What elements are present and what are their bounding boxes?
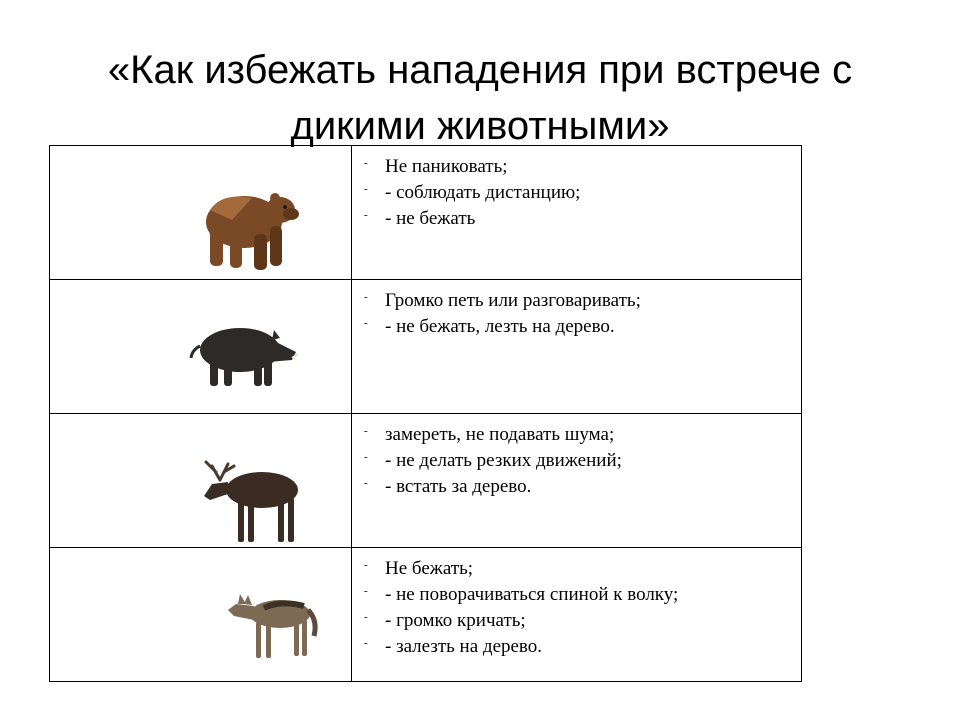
animal-cell [50, 548, 352, 682]
list-item: - Не паниковать; [352, 154, 801, 180]
moose-icon [198, 454, 308, 549]
table-row [50, 146, 802, 280]
animal-cell [50, 280, 352, 414]
list-item: - - не бежать, лезть на дерево. [352, 314, 801, 340]
animal-cell [50, 414, 352, 548]
boar-icon [188, 316, 303, 391]
tips-cell [352, 280, 802, 414]
list-item: - - не поворачиваться спиной к волку; [352, 582, 801, 608]
list-item: - Громко петь или разговаривать; [352, 288, 801, 314]
table-row [50, 280, 802, 414]
list-item: - - встать за дерево. [352, 474, 801, 500]
list-item: - - залезть на дерево. [352, 634, 801, 660]
tips-table [49, 145, 802, 682]
animal-cell [50, 146, 352, 280]
bear-icon [192, 180, 302, 275]
list-item: - - не бежать [352, 206, 801, 232]
tips-cell [352, 414, 802, 548]
list-item: - - соблюдать дистанцию; [352, 180, 801, 206]
list-item: - Не бежать; [352, 556, 801, 582]
tips-list [352, 414, 801, 500]
list-item: - - не делать резких движений; [352, 448, 801, 474]
tips-list [352, 280, 801, 340]
page-title [0, 42, 960, 154]
tips-cell [352, 548, 802, 682]
tips-list [352, 548, 801, 660]
page-title-line-1: «Как избежать нападения при встрече с [107, 48, 853, 92]
tips-cell [352, 146, 802, 280]
wolf-icon [224, 586, 324, 666]
tips-list [352, 146, 801, 232]
table-row [50, 548, 802, 682]
list-item: - - громко кричать; [352, 608, 801, 634]
page-title-line-2: дикими животными» [290, 104, 670, 148]
list-item: - замереть, не подавать шума; [352, 422, 801, 448]
table-row [50, 414, 802, 548]
